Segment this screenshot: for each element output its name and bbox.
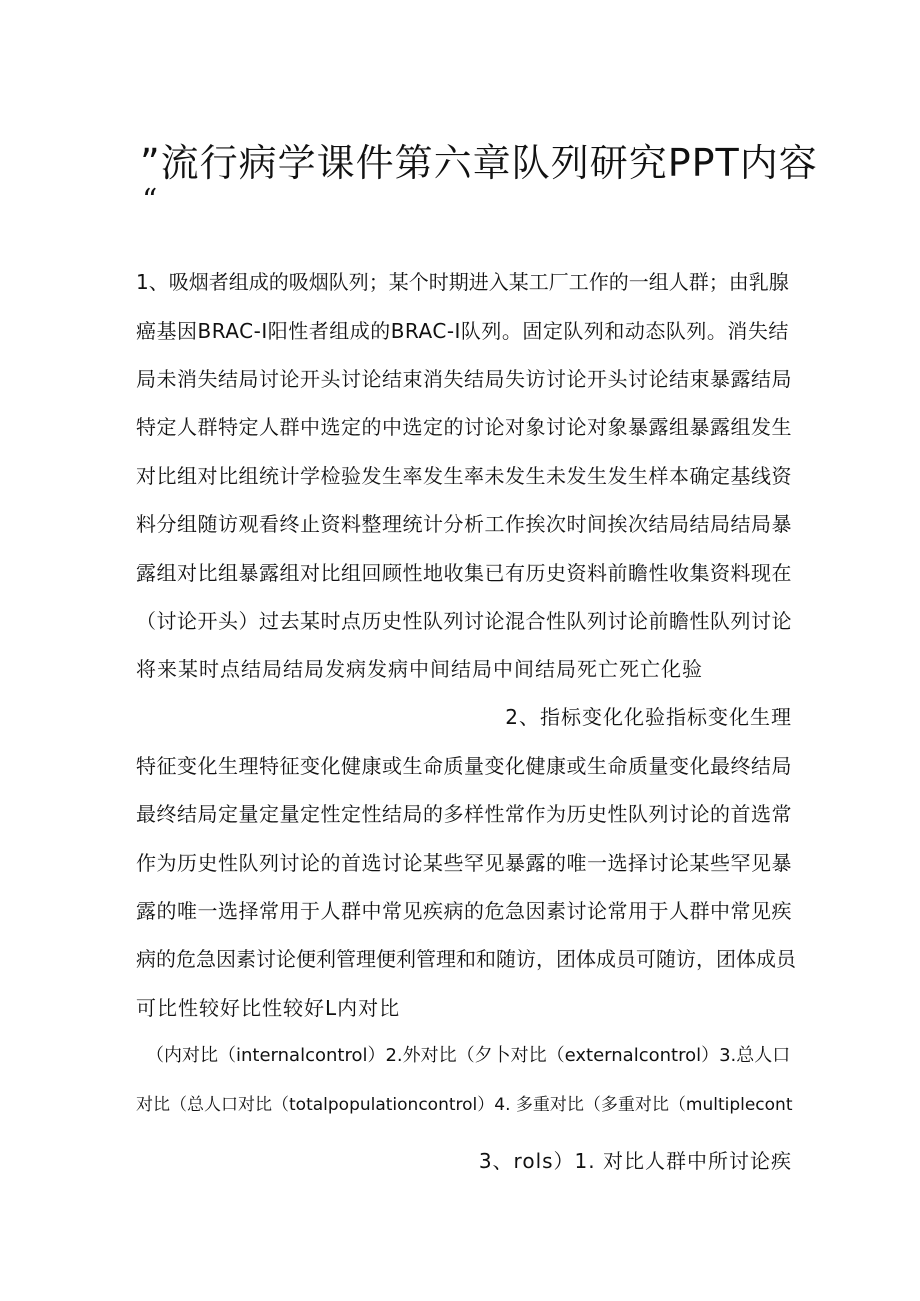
text-line: 对比组对比组统计学检验发生率发生率未发生未发生发生样本确定基线资 [136,464,792,488]
text-line: 最终结局定量定量定性定性结局的多样性常作为历史性队列讨论的首选常 [136,802,792,826]
text-line: 露组对比组暴露组对比组回顾性地收集已有历史资料前瞻性收集资料现在 [136,561,792,585]
text-line: 露的唯一选择常用于人群中常见疾病的危急因素讨论常用于人群中常见疾 [136,899,792,923]
document-title: ”流行病学课件第六章队列研究PPT内容 [140,141,818,185]
title-closing-quote: “ [142,183,158,218]
text-line: 特征变化生理特征变化健康或生命质量变化健康或生命质量变化最终结局 [136,754,792,778]
text-line: 癌基因BRAC-I阳性者组成的BRAC-I队列。固定队列和动态队列。消失结 [136,319,789,343]
text-line: 病的危急因素讨论便利管理便利管理和和随访，团体成员可随访，团体成员 [136,947,796,971]
text-line: 可比性较好比性较好L内对比 [136,996,401,1020]
text-line-right: 3、rols）1. 对比人群中所讨论疾 [478,1149,792,1173]
text-line: （内对比（internalcontrol）2.外对比（夕卜对比（externalcontrol）3.总人口 [146,1045,791,1066]
text-line: 局未消失结局讨论开头讨论结束消失结局失访讨论开头讨论结束暴露结局 [136,367,792,391]
text-line: 1、吸烟者组成的吸烟队列；某个时期进入某工厂工作的一组人群；由乳腺 [136,270,789,294]
text-line: 将来某时点结局结局发病发病中间结局中间结局死亡死亡化验 [136,657,703,681]
text-line: 料分组随访观看终止资料整理统计分析工作挨次时间挨次结局结局结局暴 [136,512,792,536]
text-line: （讨论开头）过去某时点历史性队列讨论混合性队列讨论前瞻性队列讨论 [136,609,792,633]
text-line-right: 2、指标变化化验指标变化生理 [505,705,792,729]
text-line: 特定人群特定人群中选定的中选定的讨论对象讨论对象暴露组暴露组发生 [136,415,792,439]
text-line: 对比（总人口对比（totalpopulationcontrol）4. 多重对比（多重对比（multiplecont [136,1095,793,1115]
text-line: 作为历史性队列讨论的首选讨论某些罕见暴露的唯一选择讨论某些罕见暴 [136,851,792,875]
